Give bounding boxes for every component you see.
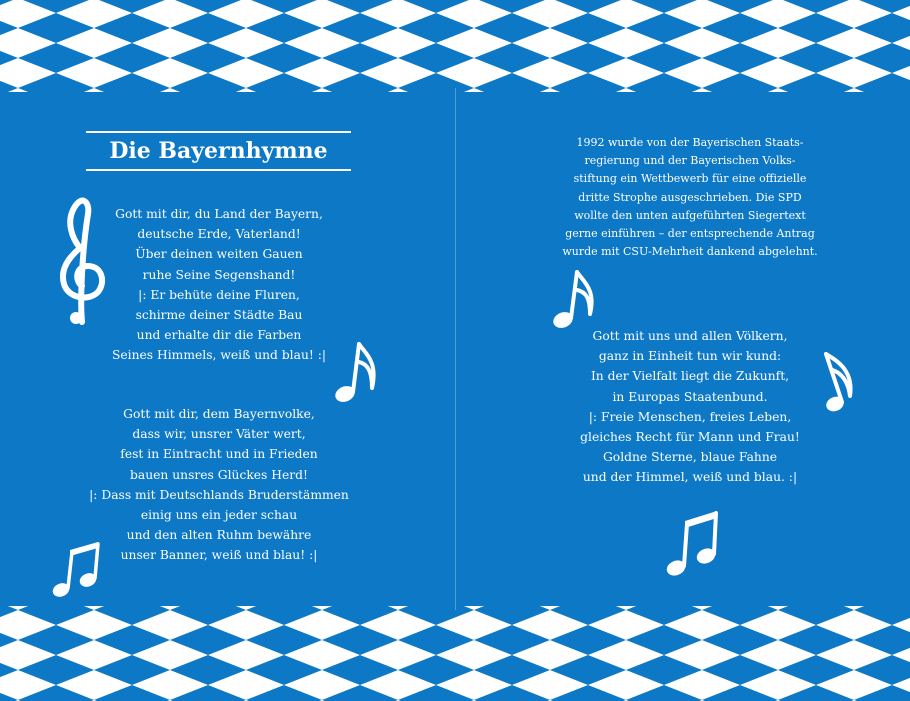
page-fold: [455, 88, 456, 610]
stanza-line: und den alten Ruhm bewähre: [126, 528, 312, 543]
intro-paragraph: [540, 134, 840, 261]
stanza-line: einig uns ein jeder schau: [140, 508, 298, 523]
stanza-line: schirme deiner Städte Bau: [135, 308, 303, 323]
stanza-line: deutsche Erde, Vaterland!: [137, 227, 301, 242]
intro-line: wurde mit CSU-Mehrheit dankend abgelehnt.: [562, 245, 818, 259]
stanza-line: |: Freie Menschen, freies Leben,: [588, 409, 792, 424]
intro-line: regierung und der Bayerischen Volks-: [584, 154, 796, 168]
intro-line: dritte Strophe ausgeschrieben. Die SPD: [578, 190, 802, 204]
stanza-line: Gott mit uns und allen Völkern,: [592, 329, 788, 343]
stanza-line: bauen unsres Glückes Herd!: [130, 467, 308, 482]
stanza-line: Über deinen weiten Gauen: [135, 247, 303, 262]
title-rule-top: [86, 131, 351, 133]
page-title: Die Bayernhymne: [109, 138, 328, 164]
stanza-line: unser Banner, weiß und blau! :|: [120, 548, 318, 563]
beamed-notes-icon: [50, 540, 102, 602]
stanza-line: fest in Eintracht und in Frieden: [120, 447, 318, 462]
stanza-2: [84, 404, 354, 566]
stanza-line: ruhe Seine Segenshand!: [142, 267, 296, 282]
beamed-notes-icon: [664, 510, 722, 580]
stanza-line: |: Er behüte deine Fluren,: [138, 287, 300, 302]
stanza-line: ganz in Einheit tun wir kund:: [598, 349, 782, 364]
title-rule-bottom: [86, 169, 351, 171]
intro-line: wollte den unten aufgeführten Siegertext: [574, 208, 806, 222]
stanza-line: in Europas Staatenbund.: [612, 389, 768, 404]
lozenge-band-top: [0, 0, 910, 92]
stanza-3: [560, 326, 820, 488]
lozenge-pattern-top: [0, 0, 910, 92]
stanza-line: und der Himmel, weiß und blau. :|: [582, 470, 798, 485]
stanza-line: gleiches Recht für Mann und Frau!: [580, 430, 800, 445]
stanza-line: In der Vielfalt liegt die Zukunft,: [590, 369, 790, 384]
lozenge-pattern-bottom: [0, 606, 910, 701]
lozenge-band-bottom: [0, 606, 910, 701]
eighth-note-icon: [820, 350, 860, 416]
stanza-line: dass wir, unsrer Väter wert,: [132, 427, 306, 442]
stanza-line: Goldne Sterne, blaue Fahne: [602, 450, 778, 465]
stanza-line: |: Dass mit Deutschlands Bruderstämmen: [89, 487, 349, 502]
intro-line: 1992 wurde von der Bayerischen Staats-: [576, 136, 804, 149]
eighth-note-icon: [332, 340, 380, 406]
title-block: [86, 131, 351, 171]
eighth-note-icon: [550, 268, 600, 332]
stanza-line: Seines Himmels, weiß und blau! :|: [111, 348, 327, 363]
stanza-line: Gott mit dir, dem Bayernvolke,: [123, 407, 315, 421]
intro-line: stiftung ein Wettbewerb für eine offizielle: [573, 172, 807, 186]
stanza-1: [84, 204, 354, 366]
treble-clef-icon: [58, 196, 108, 326]
stanza-line: und erhalte dir die Farben: [136, 328, 302, 343]
intro-line: gerne einführen – der entsprechende Antrag: [565, 227, 815, 241]
stanza-line: Gott mit dir, du Land der Bayern,: [115, 207, 323, 221]
